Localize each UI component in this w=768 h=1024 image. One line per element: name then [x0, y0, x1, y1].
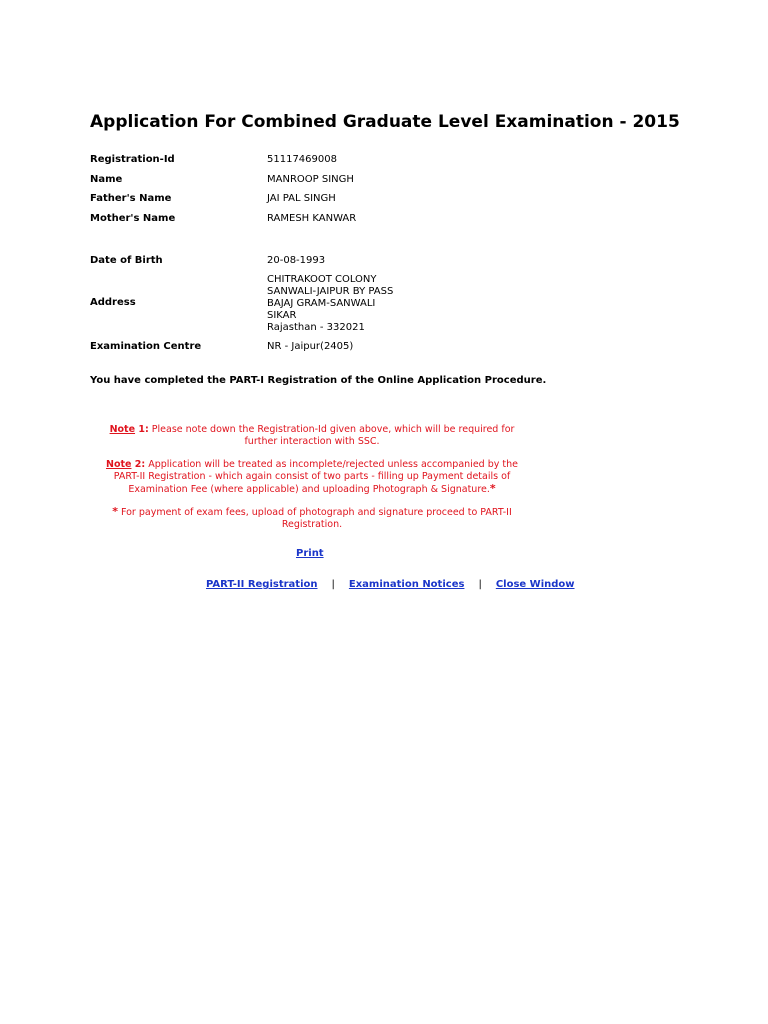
- address-line: SIKAR: [267, 310, 297, 321]
- note-1: [100, 424, 524, 448]
- date-of-birth-label: Date of Birth: [90, 255, 163, 266]
- note-2-asterisk: *: [489, 482, 496, 495]
- print-link[interactable]: Print: [296, 548, 324, 559]
- examination-centre-label: Examination Centre: [90, 341, 202, 352]
- date-of-birth-value: 20-08-1993: [267, 255, 326, 266]
- note-1-text: Please note down the Registration-Id given above, which will be required for further interaction with SSC.: [148, 424, 515, 447]
- part-ii-registration-link[interactable]: PART-II Registration: [206, 579, 318, 590]
- mothers-name-label: Mother's Name: [90, 213, 176, 224]
- link-separator: |: [478, 579, 482, 590]
- fathers-name-label: Father's Name: [90, 193, 172, 204]
- note-3-text: For payment of exam fees, upload of photograph and signature proceed to PART-II Registration.: [117, 507, 512, 530]
- close-window-link[interactable]: Close Window: [495, 579, 575, 590]
- completion-message: You have completed the PART-I Registration of the Online Application Procedure.: [90, 375, 547, 386]
- action-links: [206, 579, 575, 590]
- address-line: BAJAJ GRAM-SANWALI: [267, 298, 376, 309]
- mothers-name-value: RAMESH KANWAR: [267, 213, 357, 224]
- address-line: CHITRAKOOT COLONY: [267, 274, 377, 285]
- note-2: [100, 459, 524, 496]
- note-2-text: Application will be treated as incomplete/rejected unless accompanied by the PART-II Registration - which again consist of two parts - filling up Payment details of Examination Fee (where applicable) and uploading Photograph & Signature.: [113, 459, 518, 495]
- note-3-asterisk: *: [112, 505, 118, 518]
- registration-id-value: 51117469008: [267, 154, 337, 165]
- registration-id-label: Registration-Id: [90, 154, 175, 165]
- fathers-name-value: JAI PAL SINGH: [267, 193, 336, 204]
- examination-centre-value: NR - Jaipur(2405): [267, 341, 354, 352]
- address-value: [267, 274, 393, 334]
- page-title: Application For Combined Graduate Level Examination - 2015: [90, 112, 680, 132]
- address-line: SANWALI-JAIPUR BY PASS: [267, 286, 394, 297]
- name-value: MANROOP SINGH: [267, 174, 354, 185]
- note-3: [100, 506, 524, 531]
- note-2-title: Note 2:: [106, 459, 146, 470]
- address-line: Rajasthan - 332021: [267, 322, 365, 333]
- note-1-title: Note 1:: [109, 424, 149, 435]
- address-label: Address: [90, 297, 136, 308]
- link-separator: |: [331, 579, 335, 590]
- examination-notices-link[interactable]: Examination Notices: [348, 579, 465, 590]
- name-label: Name: [90, 174, 123, 185]
